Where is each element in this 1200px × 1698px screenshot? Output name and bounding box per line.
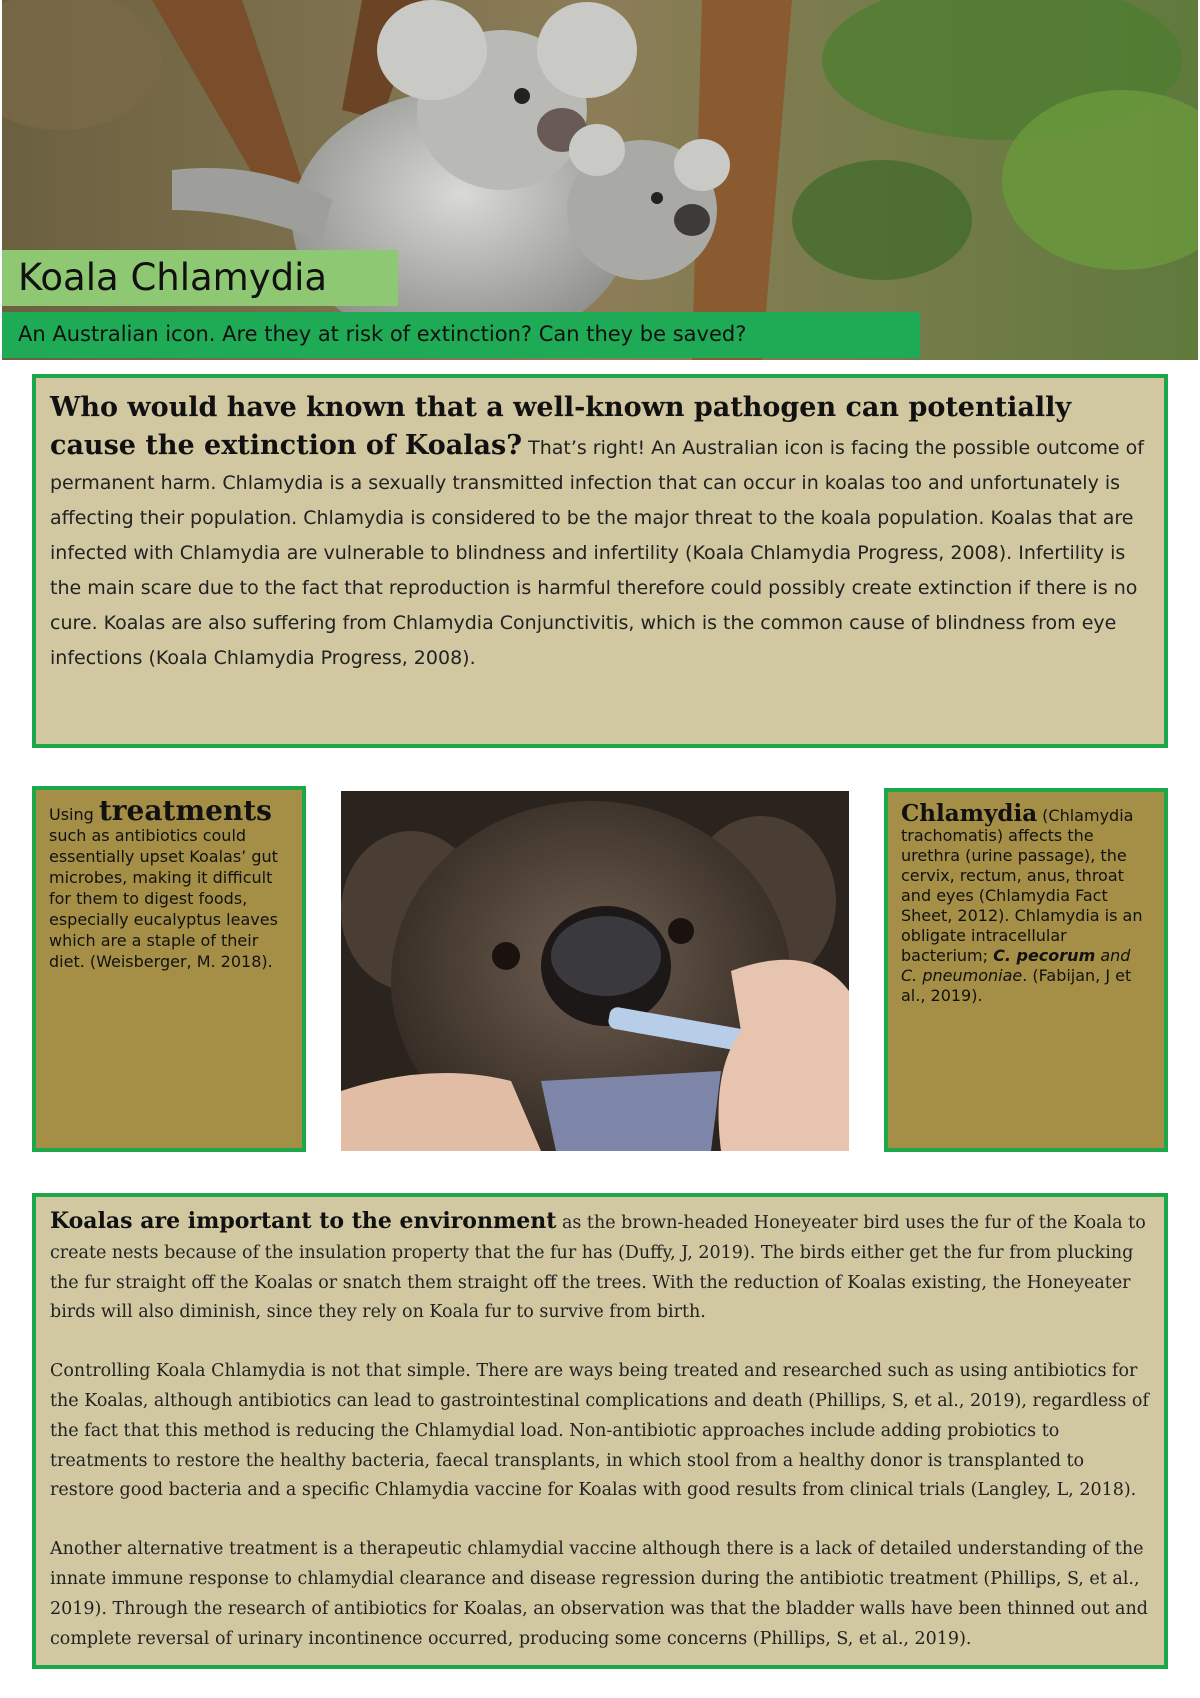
species-pecorum: C. pecorum	[993, 946, 1096, 965]
chlamydia-panel	[884, 788, 1168, 1152]
treatments-body: such as antibiotics could essentially upset Koalas’ gut microbes, making it difficult for them to digest foods, especially eucalyptus leaves which are a staple of their diet. (Weisberger, M. 2018).	[49, 826, 278, 971]
koala-drinking-illustration	[341, 791, 849, 1151]
intro-paragraph	[50, 390, 1150, 676]
chlamydia-highlight: Chlamydia	[901, 800, 1038, 827]
hero-koala-photo	[2, 0, 1198, 360]
environment-p1: as the brown-headed Honeyeater bird uses the fur of the Koala to create nests because of the insulation property that the fur has (Duffy, J, 2019). The birds either get the fur from plucking the fur straight off the Koalas or snatch them straight off the trees. With the reduction of Koalas existing, the Honeyeater birds will also diminish, since they rely on Koala fur to survive from birth.	[50, 1213, 1146, 1323]
title-banner	[2, 250, 398, 306]
environment-panel	[32, 1193, 1168, 1669]
environment-paragraph-3: Another alternative treatment is a therapeutic chlamydial vaccine although there is a lack of detailed understanding of the innate immune response to chlamydial clearance and disease regression during the antibiotic treatment (Phillips, S, et al., 2019). Through the research of antibiotics for Koalas, an observation was that the bladder walls have been thinned out and complete reversal of urinary incontinence occurred, producing some concerns (Phillips, S, et al., 2019).	[50, 1539, 1148, 1649]
species-and: and	[1095, 946, 1131, 965]
koala-syringe-photo	[341, 791, 849, 1151]
subtitle-banner	[2, 312, 920, 358]
intro-lead: Who would have known that a well-known pathogen can potentially cause the extinction of Koalas?	[50, 392, 1072, 461]
intro-panel	[32, 374, 1168, 748]
environment-lead: Koalas are important to the environment	[50, 1208, 557, 1234]
page-title: Koala Chlamydia	[18, 256, 328, 299]
treatments-prefix: Using	[49, 805, 99, 824]
species-pneumoniae: C. pneumoniae	[901, 966, 1023, 985]
chlamydia-body: (Chlamydia trachomatis) affects the urethra (urine passage), the cervix, rectum, anus, throat and eyes (Chlamydia Fact Sheet, 2012). Chlamydia is an obligate intracellular bacterium;	[901, 806, 1143, 965]
treatments-panel	[32, 786, 306, 1152]
environment-paragraph-2: Controlling Koala Chlamydia is not that simple. There are ways being treated and researched such as using antibiotics for the Koalas, although antibiotics can lead to gastrointestinal complications and death (Phillips, S, et al., 2019), regardless of the fact that this method is reducing the Chlamydial load. Non-antibiotic approaches include adding probiotics to treatments to restore the healthy bacteria, faecal transplants, in which stool from a healthy donor is transplanted to restore good bacteria and a specific Chlamydia vaccine for Koalas with good results from clinical trials (Langley, L, 2018).	[50, 1361, 1149, 1501]
chlamydia-end: . (Fabijan, J et al., 2019).	[901, 966, 1132, 1005]
treatments-highlight: treatments	[98, 794, 272, 827]
page-subtitle: An Australian icon. Are they at risk of extinction? Can they be saved?	[18, 322, 747, 346]
environment-paragraph-1	[50, 1207, 1150, 1328]
intro-body: That’s right! An Australian icon is facing the possible outcome of permanent harm. Chlamydia is a sexually transmitted infection that can occur in koalas too and unfortunately is affecting their population. Chlamydia is considered to be the major threat to the koala population. Koalas that are infected with Chlamydia are vulnerable to blindness and infertility (Koala Chlamydia Progress, 2008). Infertility is the main scare due to the fact that reproduction is harmful therefore could possibly create extinction if there is no cure. Koalas are also suffering from Chlamydia Conjunctivitis, which is the common cause of blindness from eye infections (Koala Chlamydia Progress, 2008).	[50, 437, 1144, 669]
koala-mother-and-joey-illustration	[2, 0, 1198, 360]
